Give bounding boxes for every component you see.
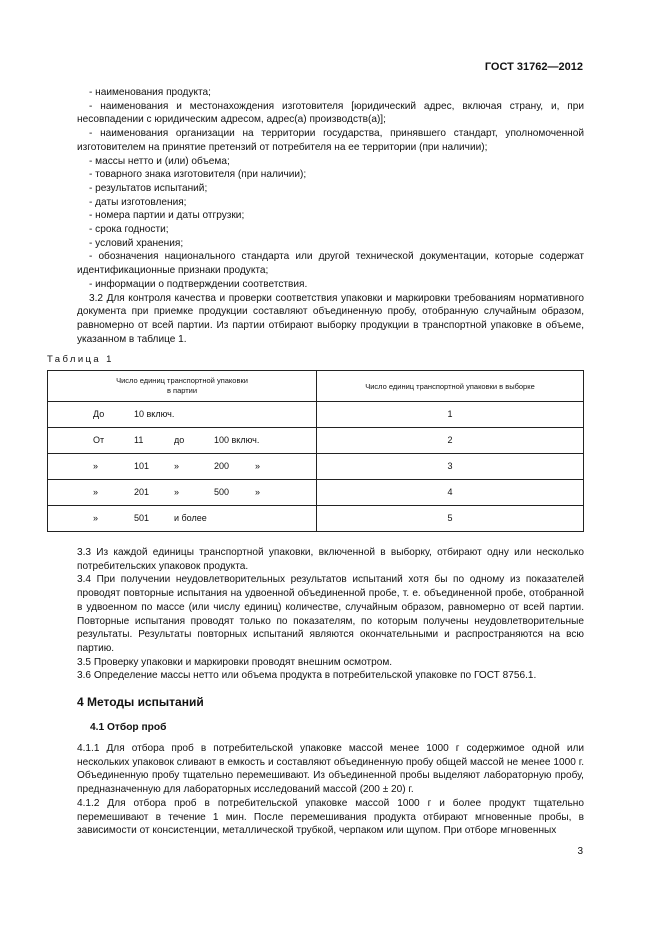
list-item: - наименования и местонахождения изготовителя [юридический адрес, включая страну, и, при несовпадении с юридическим адресом, адрес(а) производств(а)]; [77,100,584,126]
sample-count-cell [317,506,584,532]
range-prefix: До [93,409,105,419]
range-suffix: » [255,487,261,497]
lot-range-cell [48,506,317,532]
range-from: 10 включ. [134,409,175,419]
list-item: - массы нетто и (или) объема; [89,155,230,167]
sample-count: 5 [447,513,453,523]
paragraph-4-1-2: 4.1.2 Для отбора проб в потребительской упаковке массой 1000 г и более продукт тщательно перемешивают в течение 1 мин. После перемешивания продукта отбирают мгновенные пробы, в зависимости от консистенции, металлической трубкой, черпаком или щупом. При отборе мгновенных [77,797,584,837]
table-row [48,428,584,454]
list-item: - обозначения национального стандарта или другой технической документации, которые содержат идентификационные признаки продукта; [77,251,584,277]
sample-count-cell [317,402,584,428]
range-connector: » [174,461,180,471]
lot-range-cell [48,428,317,454]
header-line: в партии [166,386,198,395]
list-item: - условий хранения; [89,237,184,249]
paragraph-3-3: 3.3 Из каждой единицы транспортной упаковки, включенной в выборку, отбирают одну или несколько потребительских упаковок продукта. [77,547,584,572]
table-row [48,454,584,480]
list-item: - результатов испытаний; [89,182,208,194]
lot-range-cell [48,480,317,506]
paragraph-3-2: 3.2 Для контроля качества и проверки соответствия упаковки и маркировки требованиям нормативного документа при приемке продукции составляют объединенную пробу, отобранную случайным образом, равномерно от всей партии. Из партии отбирают выборку продукции в транспортной упаковке в объеме, указанном в таблице 1. [77,292,584,345]
table-row [48,506,584,532]
range-connector: и более [174,513,207,523]
table-row [48,480,584,506]
sampling-table [47,370,584,532]
paragraph-3-5: 3.5 Проверку упаковки и маркировки проводят внешним осмотром. [77,656,393,668]
lot-range-cell [48,454,317,480]
methods-paragraphs [77,742,584,838]
range-connector: до [174,435,185,445]
range-prefix: » [93,513,99,523]
list-item: - номера партии и даты отгрузки; [89,210,245,222]
range-from: 11 [134,435,144,445]
paragraph-3-6: 3.6 Определение массы нетто или объема продукта в потребительской упаковке по ГОСТ 8756.1. [77,670,537,682]
paragraph-4-1-1: 4.1.1 Для отбора проб в потребительской упаковке массой менее 1000 г содержимое одной или нескольких упаковок сливают в емкость и составляют объединенную пробу общей массой не менее 1000 г. Объединенную пробу тщательно перемешивают. Из объединенной пробы выделяют лабораторную пробу, предназначенную для лабораторных исследований массой (200 ± 20) г. [77,743,584,796]
sampling-paragraphs [77,546,584,683]
list-item: - товарного знака изготовителя (при наличии); [89,169,307,181]
list-item: - наименования организации на территории государства, принявшего стандарт, уполномоченной изготовителем на принятие претензий от потребителя на ее территории (при наличии); [77,128,584,153]
range-prefix: » [93,461,99,471]
page-number: 3 [577,846,583,857]
sample-count: 4 [447,487,453,497]
list-block [77,86,584,346]
lot-range-cell [48,402,317,428]
sample-count: 3 [447,461,453,471]
list-item: - срока годности; [89,224,169,236]
table-header-row [48,371,584,402]
range-from: 201 [134,487,150,497]
table-header-sample-size: Число единиц транспортной упаковки в выборке [317,371,584,402]
section-heading: 4 Методы испытаний [77,695,204,709]
list-item: - наименования продукта; [89,87,211,98]
range-from: 101 [134,461,150,471]
sample-count-cell [317,428,584,454]
range-to: 200 [214,461,230,471]
standard-designation: ГОСТ 31762—2012 [484,61,583,73]
range-prefix: От [93,435,105,445]
sample-count-cell [317,454,584,480]
range-to: 100 включ. [214,435,260,445]
subsection-heading: 4.1 Отбор проб [90,722,167,733]
range-suffix: » [255,461,261,471]
list-item: - даты изготовления; [89,196,187,208]
range-to: 500 [214,487,230,497]
sample-count: 2 [447,435,453,445]
list-item: - информации о подтверждении соответствия. [89,278,308,290]
sample-count: 1 [447,409,453,419]
range-from: 501 [134,513,150,523]
paragraph-3-4: 3.4 При получении неудовлетворительных результатов испытаний хотя бы по одному из показателей проводят повторные испытания на удвоенной объединенной пробе, т. е. объединенной пробе, отобранной в удвоенном по массе (или числу единиц) количестве, случайным образом, равномерно от всей партии. Повторные испытания проводят только по показателям, по которым получены неудовлетворительные результаты. Результаты повторных испытаний являются окончательными и распространяются на всю партию. [77,574,584,654]
header-line: Число единиц транспортной упаковки [116,376,248,385]
table-row [48,402,584,428]
table-caption: Таблица 1 [47,354,114,365]
range-prefix: » [93,487,99,497]
sample-count-cell [317,480,584,506]
table-header-lot-size [48,371,317,402]
range-connector: » [174,487,180,497]
